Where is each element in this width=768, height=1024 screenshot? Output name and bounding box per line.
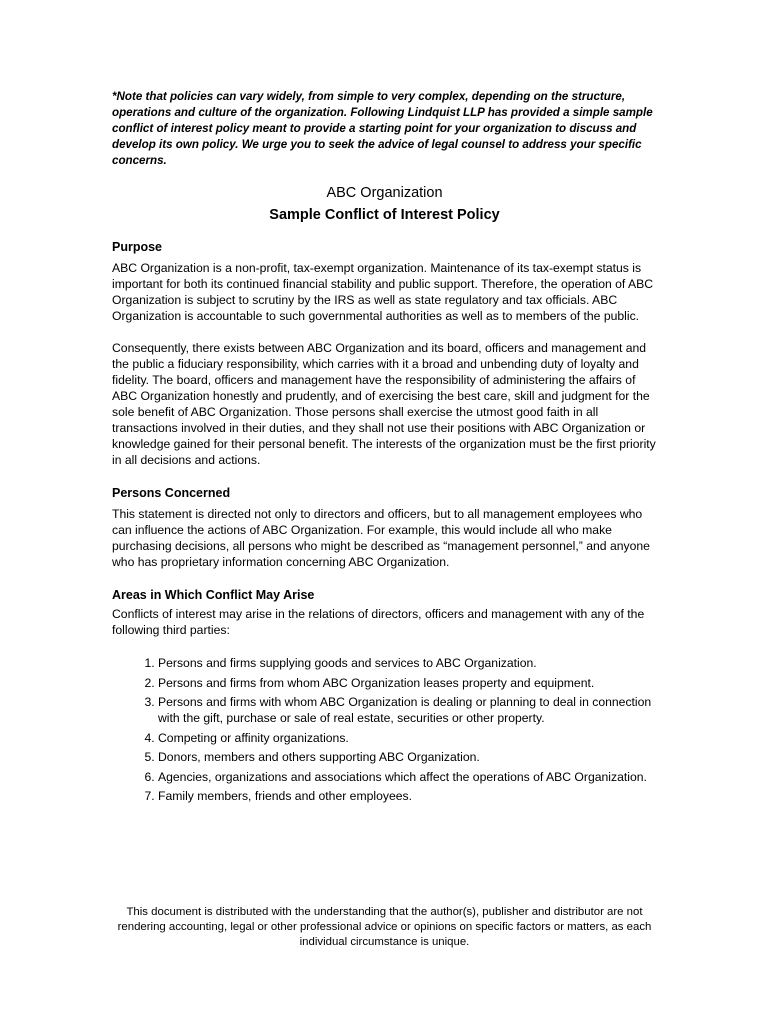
areas-heading: Areas in Which Conflict May Arise — [112, 588, 315, 602]
list-item: 7. Family members, friends and other employees. — [158, 788, 657, 804]
areas-intro: Conflicts of interest may arise in the relations of directors, officers and management with any of the following third parties: — [112, 607, 645, 637]
persons-concerned-paragraph: This statement is directed not only to directors and officers, but to all management employees who can influence the actions of ABC Organization. For example, this would include all who make purchasing decisions, all persons who might be described as “management personnel,” and anyone who has proprietary information concerning ABC Organization. — [112, 507, 650, 569]
intro-note: *Note that policies can vary widely, from simple to very complex, depending on the structure, operations and culture of the organization. Following Lindquist LLP has provided a simple sample conflict of interest policy meant to provide a starting point for your organization to discuss and develop its own policy. We urge you to seek the advice of legal counsel to address your specific concerns. — [112, 90, 653, 167]
document-body — [112, 89, 657, 808]
persons-concerned-heading: Persons Concerned — [112, 486, 231, 500]
policy-title: Sample Conflict of Interest Policy — [269, 207, 500, 223]
organization-title: ABC Organization — [326, 185, 443, 201]
list-item: 5. Donors, members and others supporting ABC Organization. — [158, 749, 657, 765]
list-item: 2. Persons and firms from whom ABC Organization leases property and equipment. — [158, 675, 657, 691]
purpose-paragraph: ABC Organization is a non-profit, tax-exempt organization. Maintenance of its tax-exempt status is important for both its continued financial stability and public support. Therefore, the operation of ABC Organization is subject to scrutiny by the IRS as well as state regulatory and tax officials. ABC Organization is accountable to such governmental authorities as well as to members of the public. — [112, 261, 654, 323]
purpose-heading: Purpose — [112, 240, 163, 254]
purpose-paragraph: Consequently, there exists between ABC Organization and its board, officers and management and the public a fiduciary responsibility, which carries with it a broad and unbending duty of loyalty and fidelity. The board, officers and management have the responsibility of administering the affairs of ABC Organization honestly and prudently, and of exercising the best care, skill and judgment for the sole benefit of ABC Organization. Those persons shall exercise the utmost good faith in all transactions involved in their duties, and they shall not use their positions with ABC Organization or knowledge gained for their personal benefit. The interests of the organization must be the first priority in all decisions and actions. — [112, 341, 656, 467]
list-item: 6. Agencies, organizations and associations which affect the operations of ABC Organization. — [158, 769, 657, 785]
list-item: 4. Competing or affinity organizations. — [158, 730, 657, 746]
disclaimer-footer: This document is distributed with the understanding that the author(s), publisher and distributor are not rendering accounting, legal or other professional advice or opinions on specific factors or matters, as each individual circumstance is unique. — [117, 906, 652, 948]
list-item: 3. Persons and firms with whom ABC Organization is dealing or planning to deal in connection with the gift, purchase or sale of real estate, securities or other property. — [158, 694, 657, 726]
list-item: 1. Persons and firms supplying goods and services to ABC Organization. — [158, 655, 657, 671]
third-parties-list — [112, 655, 657, 804]
